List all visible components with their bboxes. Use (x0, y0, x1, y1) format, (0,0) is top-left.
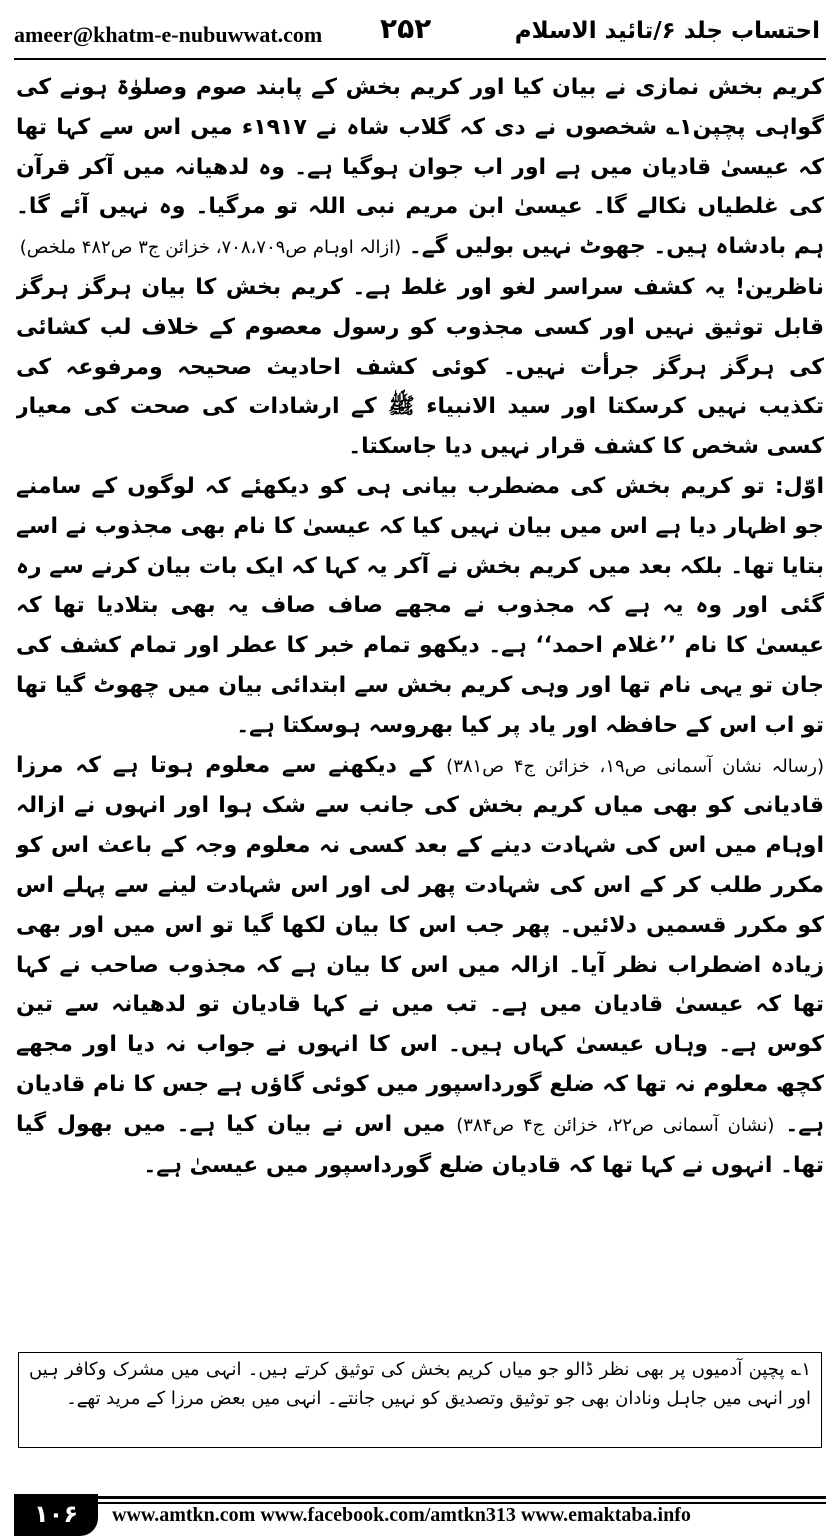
reference-nishan-2: (نشان آسمانی ص۲۲، خزائن ج۴ ص۳۸۴) (456, 1114, 775, 1136)
footer-rule (98, 1496, 826, 1499)
reference-nishan-1: (رسالہ نشان آسمانی ص۱۹، خزائن ج۴ ص۳۸۱) (446, 755, 824, 777)
reference-izala: (ازالہ اوہام ص۷۰۸،۷۰۹، خزائن ج۳ ص۴۸۲ ملخص) (19, 237, 402, 259)
header-rule (14, 58, 826, 60)
paragraph-2: ناظرین! یہ کشف سراسر لغو اور غلط ہے۔ کریم بخش کا بیان ہرگز ہرگز قابل توثیق نہیں اور کسی مجذوب کو رسول معصوم کے خلاف لب کشائی کی ہرگز ہرگز جرأت نہیں۔ کوئی کشف احادیث صحیحہ ومرفوعہ کی تکذیب نہیں کرسکتا اور سید الانبیاء ﷺ کے ارشادات کی صحت کی معیار کسی شخص کا کشف قرار نہیں دیا جاسکتا۔ (16, 274, 824, 460)
footer-links: www.amtkn.com www.facebook.com/amtkn313 www.emaktaba.info (112, 1504, 691, 1526)
footnote-box (18, 1352, 822, 1448)
paragraph-4-text: کے دیکھنے سے معلوم ہوتا ہے کہ مرزا قادیانی کو بھی میاں کریم بخش کی جانب سے شک ہوا اور انہوں نے ازالہ اوہام میں اس کی شہادت دینے کے بعد کسی نہ معلوم وجہ کے باعث اس کو مکرر طلب کر کے اس کی شہادت پھر لی اور اس شہادت لینے سے پہلے اس کو مکرر قسمیں دلائیں۔ پھر جب اس کا بیان لکھا گیا تو اس میں اور بھی زیادہ اضطراب نظر آیا۔ ازالہ میں اس کا بیان ہے کہ مجذوب صاحب نے کہا تھا کہ عیسیٰ قادیان میں ہے۔ تب میں نے کہا قادیان تو لدھیانہ سے تین کوس ہے۔ وہاں عیسیٰ کہاں ہیں۔ اس کا انہوں نے جواب نہ دیا اور مجھے کچھ معلوم نہ تھا کہ ضلع گورداسپور میں کوئی گاؤں ہے جس کا نام قادیان ہے۔ (16, 752, 824, 1137)
paragraph-3: اوّل: تو کریم بخش کی مضطرب بیانی ہی کو دیکھئے کہ لوگوں کے سامنے جو اظہار دیا ہے اس میں بیان نہیں کیا کہ عیسیٰ کا نام بھی مجذوب نے اسے بتایا تھا۔ بلکہ بعد میں کریم بخش نے آکر یہ کہا کہ ایک بات بیان کرنے سے رہ گئی اور وہ یہ ہے کہ مجذوب نے مجھے صاف صاف یہ بھی بتلادیا تھا کہ عیسیٰ کا نام ’’غلام احمد‘‘ ہے۔ دیکھو تمام خبر کا عطر اور تمام کشف کی جان تو یہی نام تھا اور وہی کریم بخش سے ابتدائی بیان میں چھوٹ گیا تھا تو اب اس کے حافظہ اور یاد پر کیا بھروسہ ہوسکتا ہے۔ (16, 473, 824, 738)
footnote-text: ۱؎ پچپن آدمیوں پر بھی نظر ڈالو جو میاں کریم بخش کی توثیق کرتے ہیں۔ انہی میں مشرک وکافر ہیں اور انہی میں جاہل ونادان بھی جو توثیق وتصدیق کو نہیں جانتے۔ انہی میں بعض مرزا کے مرید تھے۔ (29, 1359, 811, 1409)
paragraph-5-text: میں اس نے بیان کیا ہے۔ میں بھول گیا تھا۔ انہوں نے کہا تھا کہ قادیان ضلع گورداسپور میں عیسیٰ ہے۔ (16, 1111, 824, 1178)
main-text (16, 68, 824, 1268)
paragraph-1 (16, 68, 824, 268)
page-footer (0, 1490, 840, 1540)
header-email: ameer@khatm-e-nubuwwat.com (14, 22, 323, 47)
header-book-title: احتساب جلد ۶/تائید الاسلام (514, 18, 820, 44)
header-page-number: ۲۵۲ (380, 12, 432, 45)
paragraph-1-text: کریم بخش نمازی نے بیان کیا اور کریم بخش کے پابند صوم وصلوٰۃ ہونے کی گواہی پچپن۱؎ شخصوں نے دی کہ گلاب شاہ نے ۱۹۱۷ء میں اس سے کہا تھا کہ عیسیٰ قادیان میں ہے اور اب جوان ہوگیا ہے۔ وہ لدھیانہ میں آکر قرآن کی غلطیاں نکالے گا۔ عیسیٰ ابن مریم نبی اللہ تو مرگیا۔ وہ نہیں آئے گا۔ ہم بادشاہ ہیں۔ جھوٹ نہیں بولیں گے۔ (16, 75, 824, 260)
page-header (0, 0, 840, 64)
footer-page-badge: ۱۰۶ (14, 1494, 98, 1536)
paragraph-4 (16, 746, 824, 1186)
